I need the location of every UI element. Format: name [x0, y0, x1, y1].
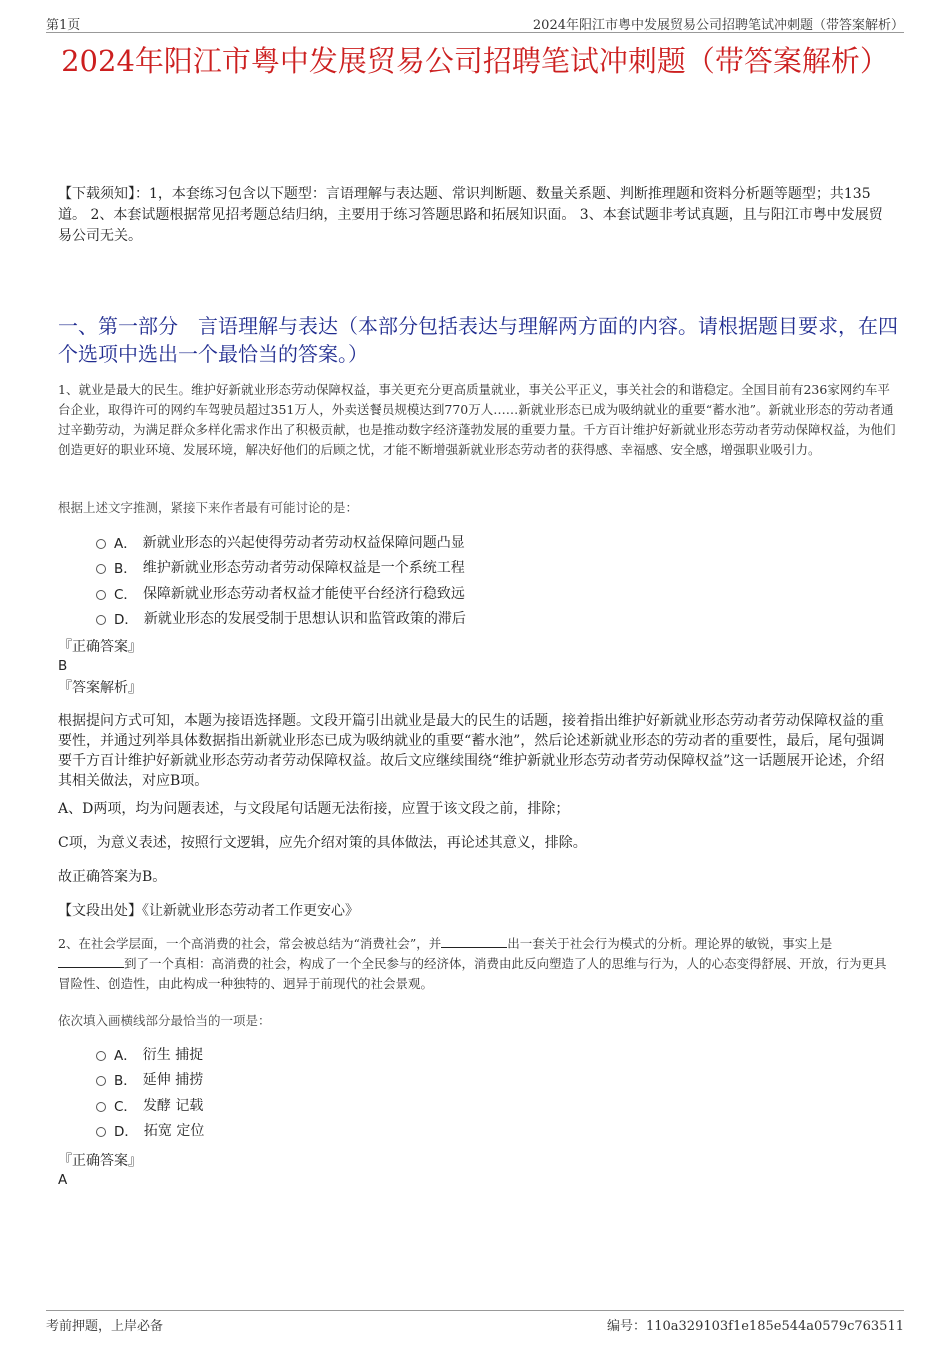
radio-icon[interactable]: [96, 1102, 106, 1112]
radio-icon[interactable]: [96, 1051, 106, 1061]
option-d[interactable]: [96, 606, 466, 632]
option-text: 延伸 捕捞: [142, 1072, 204, 1089]
option-a[interactable]: [96, 529, 466, 555]
question-1-prompt: 根据上述文字推测，紧接下来作者最有可能讨论的是：: [58, 500, 359, 515]
option-label: A．: [114, 1047, 137, 1064]
question-1-text: 1、就业是最大的民生。维护好新就业形态劳动保障权益，事关更充分更高质量就业，事关公平正义，事关社会的和谐稳定。全国目前有236家网约车平台企业，取得许可的网约车驾驶员超过351万人，外卖送餐员规模达到770万人……新就业形态已成为吸纳就业的重要“蓄水池”。新就业形态的劳动者通过辛勤劳动，为满足群众多样化需求作出了积极贡献，也是推动数字经济蓬勃发展的重要力量。千方百计维护好新就业形态劳动者劳动保障权益，为他们创造更好的职业环境、发展环境，解决好他们的后顾之忧，才能不断增强新就业形态劳动者的获得感、幸福感、安全感，增强职业吸引力。: [58, 382, 896, 457]
option-text: 拓宽 定位: [143, 1123, 205, 1140]
analysis-label: 『答案解析』: [58, 680, 142, 696]
radio-icon[interactable]: [96, 590, 106, 600]
answer-value: B: [58, 658, 68, 674]
analysis-paragraph-1: 根据提问方式可知，本题为接语选择题。文段开篇引出就业是最大的民生的话题，接着指出维护好新就业形态劳动者劳动保障权益的重要性，并通过列举具体数据指出新就业形态已成为吸纳就业的重要“蓄水池”，然后论述新就业形态的劳动者的重要性，最后，尾句强调要千方百计维护好新就业形态劳动者劳动保障权益。故后文应继续围绕“维护新就业形态劳动者劳动保障权益”这一话题展开论述，介绍其相关做法，对应B项。: [58, 713, 885, 789]
option-c[interactable]: [96, 580, 466, 606]
footer-doc-id: 编号：110a329103f1e185e544a0579c763511: [606, 1319, 904, 1334]
radio-icon[interactable]: [96, 1127, 106, 1137]
option-label: B．: [114, 1073, 137, 1090]
document-title: 2024年阳江市粤中发展贸易公司招聘笔试冲刺题（带答案解析）: [61, 44, 889, 78]
radio-icon[interactable]: [96, 564, 106, 574]
option-text: 维护新就业形态劳动者劳动保障权益是一个系统工程: [142, 560, 465, 577]
analysis-paragraph-4: 故正确答案为B。: [58, 869, 167, 885]
option-label: C．: [114, 586, 137, 603]
option-label: B．: [114, 561, 137, 578]
option-b[interactable]: [96, 1067, 204, 1093]
analysis-paragraph-3: C项，为意义表述，按照行文逻辑，应先介绍对策的具体做法，再论述其意义，排除。: [58, 835, 587, 851]
radio-icon[interactable]: [96, 615, 106, 625]
question-2-text-part: 出一套关于社会行为模式的分析。理论界的敏锐，事实上是: [507, 936, 833, 951]
question-2-text-part: 到了一个真相：高消费的社会，构成了一个全民参与的经济体，消费由此反向塑造了人的思维与行为，人的心态变得舒展、开放，行为更具冒险性、创造性，由此构成一种独特的、迥异于前现代的社会景观。: [58, 956, 887, 991]
question-2-text: [58, 934, 898, 994]
option-text: 保障新就业形态劳动者权益才能使平台经济行稳致远: [142, 585, 465, 602]
question-2-options: [96, 1041, 204, 1143]
answer-value: A: [58, 1172, 68, 1188]
page-number: 第1页: [46, 18, 81, 33]
question-2-prompt: 依次填入画横线部分最恰当的一项是：: [58, 1013, 271, 1028]
source-note: 【文段出处】《让新就业形态劳动者工作更安心》: [58, 903, 359, 919]
option-d[interactable]: [96, 1118, 204, 1144]
footer-slogan: 考前押题，上岸必备: [46, 1319, 164, 1334]
page-header: [46, 14, 904, 33]
option-label: A．: [114, 535, 137, 552]
download-notice: 【下载须知】：1，本套练习包含以下题型：言语理解与表达题、常识判断题、数量关系题、判断推理题和资料分析题等题型；共135道。 2、本套试题根据常见招考题总结归纳，主要用于练习答题思路和拓展知识面。 3、本套试题非考试真题，且与阳江市粤中发展贸易公司无关。: [58, 186, 883, 244]
option-text: 新就业形态的发展受制于思想认识和监管政策的滞后: [143, 611, 466, 628]
option-text: 衍生 捕捉: [142, 1046, 204, 1063]
section-heading: 一、第一部分 言语理解与表达（本部分包括表达与理解两方面的内容。请根据题目要求，在四个选项中选出一个最恰当的答案。）: [58, 314, 898, 366]
option-text: 新就业形态的兴起使得劳动者劳动权益保障问题凸显: [142, 534, 465, 551]
fill-blank[interactable]: [58, 955, 124, 968]
question-1-options: [96, 529, 466, 631]
option-c[interactable]: [96, 1092, 204, 1118]
header-doc-title: 2024年阳江市粤中发展贸易公司招聘笔试冲刺题（带答案解析）: [532, 18, 904, 33]
option-b[interactable]: [96, 555, 466, 581]
radio-icon[interactable]: [96, 539, 106, 549]
option-label: C．: [114, 1098, 137, 1115]
fill-blank[interactable]: [441, 935, 507, 948]
question-2-text-part: 2、在社会学层面，一个高消费的社会，常会被总结为“消费社会”，并: [58, 936, 442, 951]
page-footer: [46, 1310, 904, 1333]
analysis-paragraph-2: A、D两项，均为问题表述，与文段尾句话题无法衔接，应置于该文段之前，排除；: [58, 801, 570, 817]
option-text: 发酵 记载: [142, 1097, 204, 1114]
answer-label: 『正确答案』: [58, 1153, 142, 1169]
option-a[interactable]: [96, 1041, 204, 1067]
option-label: D．: [114, 612, 138, 629]
option-label: D．: [114, 1124, 138, 1141]
answer-label: 『正确答案』: [58, 639, 142, 655]
radio-icon[interactable]: [96, 1076, 106, 1086]
